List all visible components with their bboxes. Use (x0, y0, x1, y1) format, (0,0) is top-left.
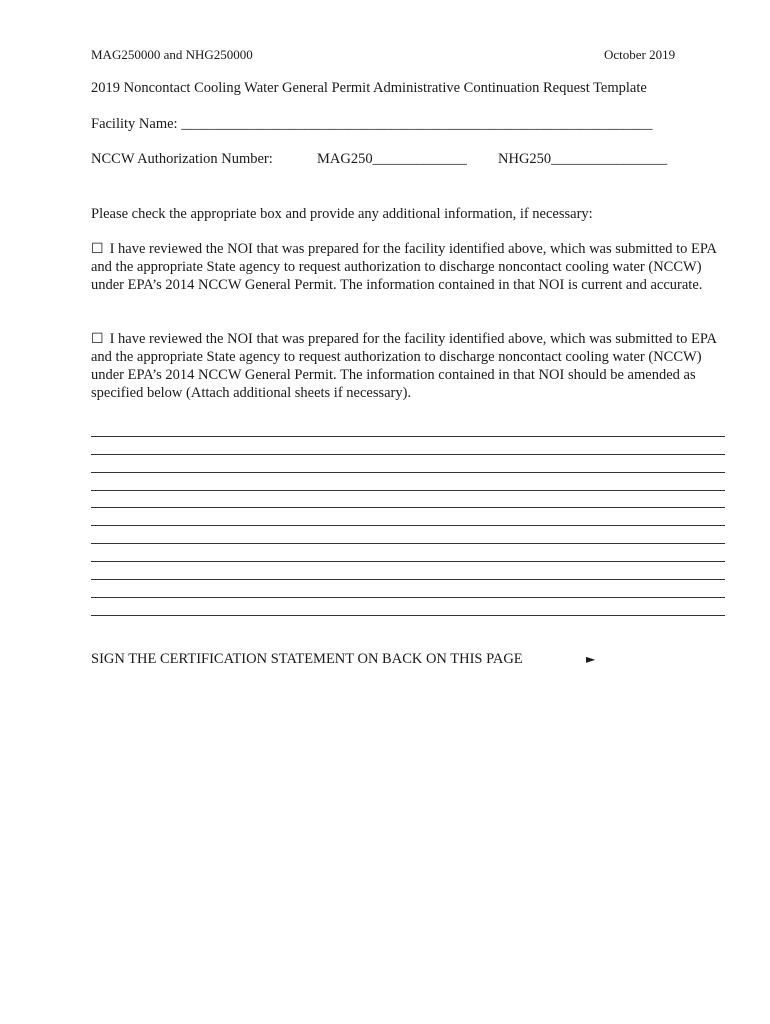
authorization-label: NCCW Authorization Number: (91, 151, 273, 167)
header-date: October 2019 (604, 47, 676, 62)
amendment-line[interactable] (91, 419, 725, 437)
option-text: I have reviewed the NOI that was prepared for the facility identified above, which was submitted to EPA and the appropriate State agency to request authorization to discharge noncontact cooling water (NCCW) under EPA’s 2014 NCCW General Permit. The information contained in that NOI should be amended as specified below (Attach additional sheets if necessary). (91, 331, 717, 401)
instructions-text: Please check the appropriate box and provide any additional information, if necessary: (91, 206, 593, 222)
authorization-nhg-field[interactable]: NHG250________________ (498, 151, 668, 167)
amendment-line[interactable] (91, 508, 725, 526)
header-permit-ids: MAG250000 and NHG250000 (91, 47, 253, 62)
ballot-box-icon[interactable]: ☐ (91, 331, 104, 347)
option-current-accurate[interactable] (91, 240, 731, 294)
facility-name-field[interactable]: Facility Name: _________________________________________________________________ (91, 116, 653, 132)
right-pointer-icon: ► (586, 652, 596, 666)
amendment-lines[interactable] (91, 419, 725, 616)
amendment-line[interactable] (91, 437, 725, 455)
amendment-line[interactable] (91, 562, 725, 580)
amendment-line[interactable] (91, 544, 725, 562)
option-text: I have reviewed the NOI that was prepared for the facility identified above, which was submitted to EPA and the appropriate State agency to request authorization to discharge noncontact cooling water (NCCW) under EPA’s 2014 NCCW General Permit. The information contained in that NOI is current and accurate. (91, 241, 717, 293)
amendment-line[interactable] (91, 491, 725, 509)
amendment-line[interactable] (91, 526, 725, 544)
document-title: 2019 Noncontact Cooling Water General Permit Administrative Continuation Request Template (91, 80, 647, 96)
ballot-box-icon[interactable]: ☐ (91, 241, 104, 257)
amendment-line[interactable] (91, 473, 725, 491)
authorization-mag-field[interactable]: MAG250_____________ (317, 151, 467, 167)
sign-statement: SIGN THE CERTIFICATION STATEMENT ON BACK ON THIS PAGE (91, 651, 523, 667)
amendment-line[interactable] (91, 580, 725, 598)
amendment-line[interactable] (91, 455, 725, 473)
amendment-line[interactable] (91, 598, 725, 616)
option-amended[interactable] (91, 330, 731, 402)
